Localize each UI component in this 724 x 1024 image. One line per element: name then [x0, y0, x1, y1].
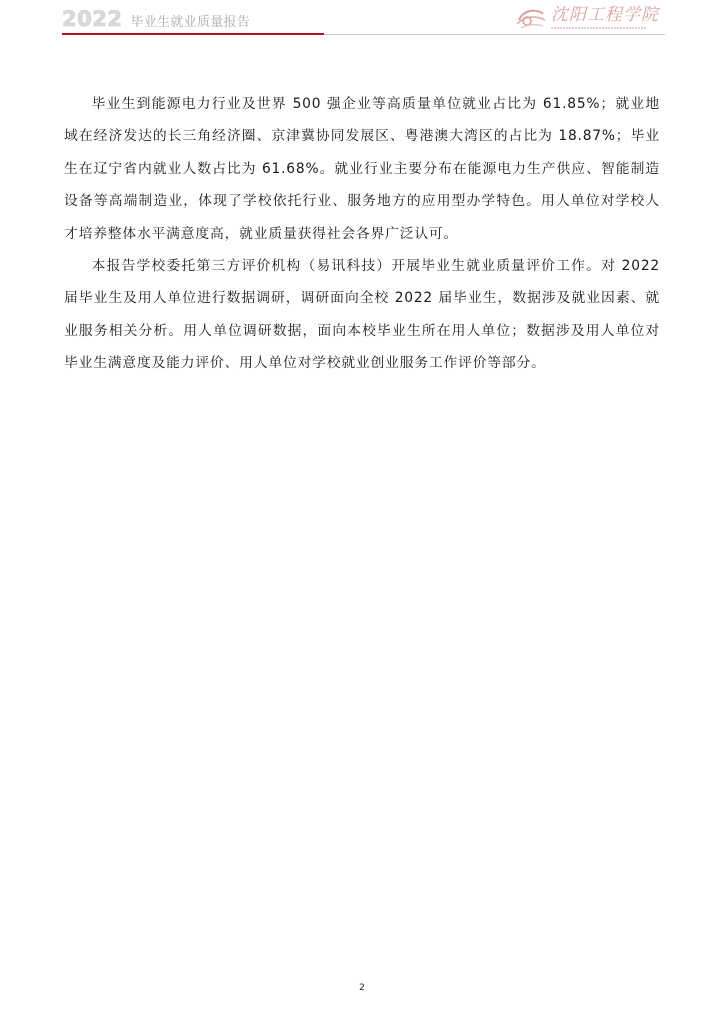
school-wordmark [551, 7, 659, 29]
school-logo [515, 6, 659, 30]
report-title-group [62, 7, 250, 31]
header-divider-rule [324, 34, 665, 35]
paragraph-report-method: 本报告学校委托第三方评价机构（易讯科技）开展毕业生就业质量评价工作。对 2022 届毕业生及用人单位进行数据调研，调研面向全校 2022 届毕业生，数据涉及就业因素、就业服务相关分析。用人单位调研数据，面向本校毕业生所在用人单位；数据涉及用人单位对毕业生满意度及能力评价、用人单位对学校就业创业服务工作评价等部分。 [64, 258, 660, 372]
page-body [64, 88, 660, 380]
paragraph-employment-summary: 毕业生到能源电力行业及世界 500 强企业等高质量单位就业占比为 61.85%；就业地域在经济发达的长三角经济圈、京津冀协同发展区、粤港澳大湾区的占比为 18.87%；毕业生在辽宁省内就业人数占比为 61.68%。就业行业主要分布在能源电力生产供应、智能制造设备等高端制造业，体现了学校依托行业、服务地方的应用型办学特色。用人单位对学校人才培养整体水平满意度高，就业质量获得社会各界广泛认可。 [64, 96, 660, 242]
page-header [62, 6, 665, 36]
school-emblem-icon [515, 6, 547, 30]
page-number: 2 [359, 983, 365, 993]
report-title: 毕业生就业质量报告 [130, 15, 251, 30]
school-name-english-strip [551, 27, 647, 29]
header-divider [62, 33, 665, 35]
header-divider-accent [62, 33, 324, 35]
school-name-logo: 沈阳工程学院 [551, 5, 659, 25]
report-year: 2022 [62, 7, 123, 31]
